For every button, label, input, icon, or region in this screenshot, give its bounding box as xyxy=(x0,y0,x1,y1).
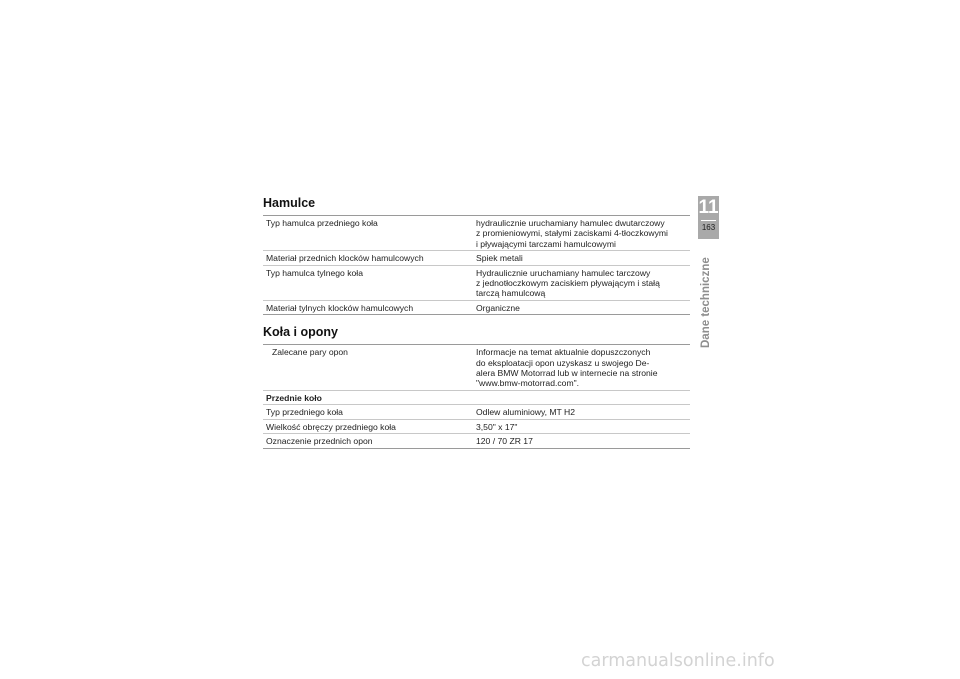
wheels-table xyxy=(263,344,690,448)
row-label: Materiał przednich klocków hamulcowych xyxy=(266,253,424,264)
row-value: hydraulicznie uruchamiany hamulec dwutarczowy z promieniowymi, stałymi zaciskami 4-tłoczkowymi i pływającymi tarczami hamulcowymi xyxy=(476,218,668,249)
row-value: Informacje na temat aktualnie dopuszczonych do eksploatacji opon uzyskasz u swojego De- alera BMW Motorrad lub w internecie na stronie "www.bmw-motorrad.com". xyxy=(476,347,658,389)
row-label: Typ przedniego koła xyxy=(266,407,343,418)
row-value: 120 / 70 ZR 17 xyxy=(476,436,533,447)
chapter-side-title: Dane techniczne xyxy=(700,257,712,348)
spec-content xyxy=(263,196,690,449)
page-number: 163 xyxy=(701,223,716,232)
row-value: Odlew aluminiowy, MT H2 xyxy=(476,407,576,418)
section-title-brakes: Hamulce xyxy=(263,196,316,210)
chapter-divider xyxy=(701,220,716,221)
table-row xyxy=(263,434,690,448)
brakes-table xyxy=(263,215,690,315)
section-gap xyxy=(263,315,690,325)
table-row xyxy=(263,301,690,315)
table-row xyxy=(263,251,690,265)
row-value: Organiczne xyxy=(476,302,520,313)
row-label: Materiał tylnych klocków hamulcowych xyxy=(266,302,414,313)
row-label: Zalecane pary opon xyxy=(272,347,348,358)
table-row xyxy=(263,266,690,301)
row-label: Typ hamulca przedniego koła xyxy=(266,218,378,228)
row-label: Oznaczenie przednich opon xyxy=(266,436,373,447)
row-value: Spiek metali xyxy=(476,253,523,264)
table-row xyxy=(263,216,690,251)
row-value: Hydraulicznie uruchamiany hamulec tarczowy z jednotłoczkowym zaciskiem pływającym i stałą tarczą hamulcową xyxy=(476,267,660,299)
table-row xyxy=(263,405,690,419)
chapter-number: 11 xyxy=(698,197,719,218)
watermark: carmanualsonline.info xyxy=(581,651,775,671)
table-row xyxy=(263,345,690,391)
row-value: 3,50" x 17" xyxy=(476,421,518,432)
row-label: Wielkość obręczy przedniego koła xyxy=(266,421,396,432)
row-label: Typ hamulca tylnego koła xyxy=(266,267,363,278)
table-row xyxy=(263,420,690,434)
chapter-tab xyxy=(698,196,719,239)
subsection-heading-front-wheel: Przednie koło xyxy=(263,391,690,405)
section-title-wheels: Koła i opony xyxy=(263,325,338,340)
